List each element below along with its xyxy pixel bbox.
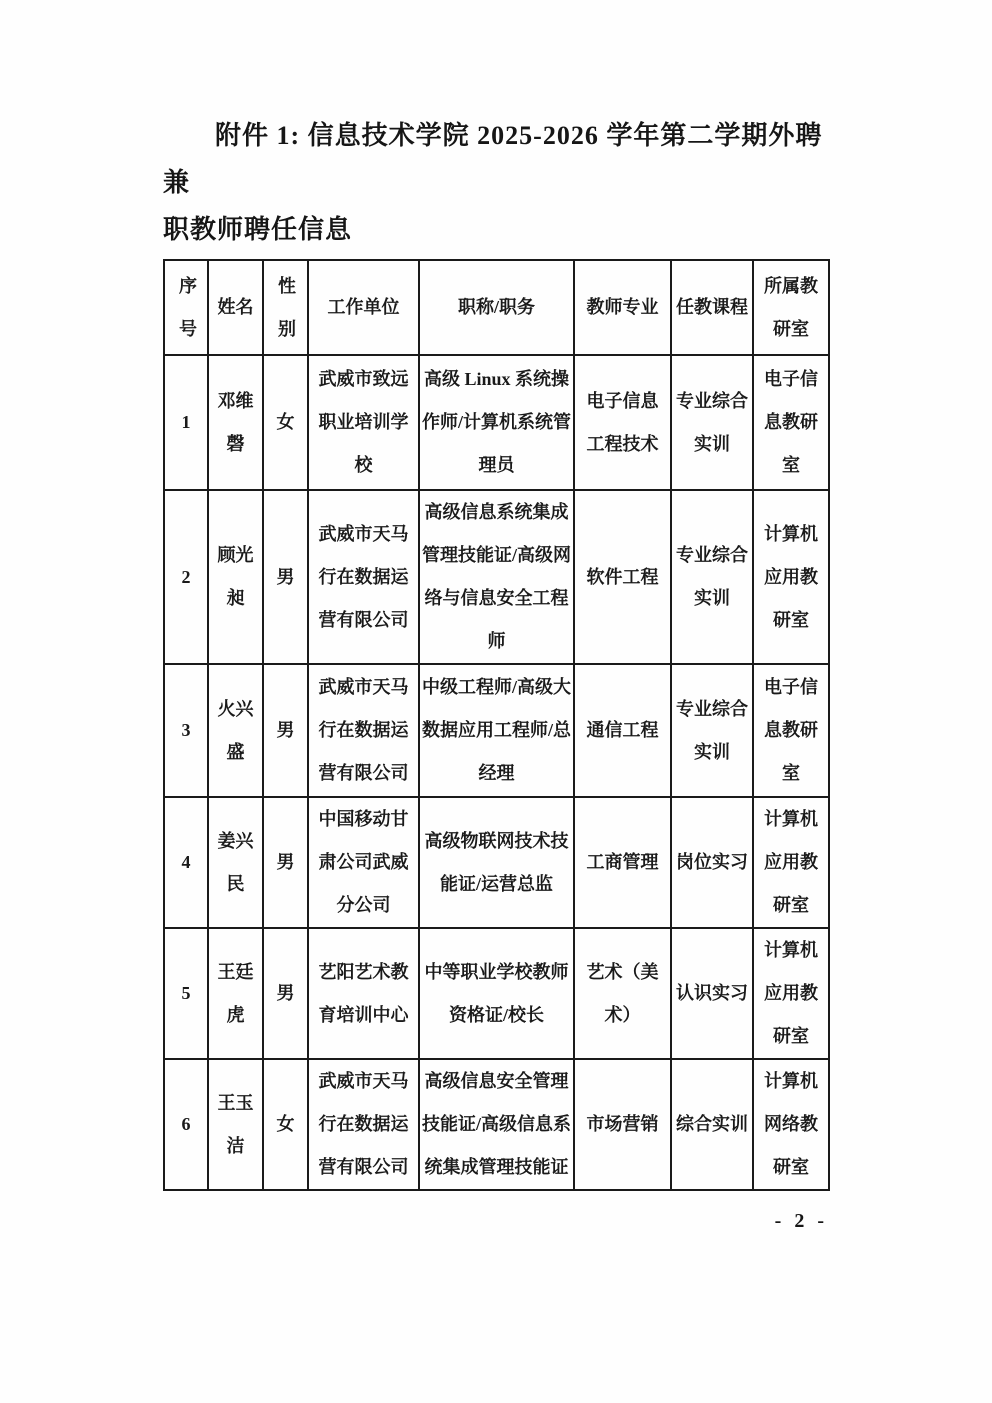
table-row: [164, 490, 829, 664]
cell-course: 岗位实习: [671, 797, 753, 928]
cell-gender: 男: [263, 928, 308, 1059]
column-header-major: 教师专业: [574, 260, 671, 355]
attachment-title-line-1: 附件 1: 信息技术学院 2025-2026 学年第二学期外聘兼: [163, 121, 823, 197]
cell-title_position: 高级物联网技术技能证/运营总监: [419, 797, 574, 928]
column-header-course: 任教课程: [671, 260, 753, 355]
column-header-work_unit: 工作单位: [308, 260, 419, 355]
column-header-title_position: 职称/职务: [419, 260, 574, 355]
cell-course: 专业综合实训: [671, 355, 753, 490]
attachment-title: [163, 112, 829, 253]
cell-no: 1: [164, 355, 208, 490]
cell-title_position: 中等职业学校教师资格证/校长: [419, 928, 574, 1059]
cell-title_position: 高级 Linux 系统操作师/计算机系统管理员: [419, 355, 574, 490]
cell-research_office: 计算机应用教研室: [753, 797, 829, 928]
table-row: [164, 664, 829, 797]
cell-name: 王玉洁: [208, 1059, 263, 1190]
table-header-row: [164, 260, 829, 355]
column-header-research_office: 所属教研室: [753, 260, 829, 355]
cell-work_unit: 中国移动甘肃公司武威分公司: [308, 797, 419, 928]
cell-title_position: 高级信息安全管理技能证/高级信息系统集成管理技能证: [419, 1059, 574, 1190]
table-row: [164, 1059, 829, 1190]
cell-major: 电子信息工程技术: [574, 355, 671, 490]
cell-course: 认识实习: [671, 928, 753, 1059]
document-content: [163, 112, 829, 1191]
page-number: - 2 -: [774, 1210, 828, 1232]
table-row: [164, 797, 829, 928]
cell-no: 2: [164, 490, 208, 664]
cell-major: 艺术（美术）: [574, 928, 671, 1059]
external-teacher-table: [163, 259, 830, 1191]
column-header-no: 序号: [164, 260, 208, 355]
cell-title_position: 中级工程师/高级大数据应用工程师/总经理: [419, 664, 574, 797]
cell-work_unit: 武威市致远职业培训学校: [308, 355, 419, 490]
cell-research_office: 计算机应用教研室: [753, 928, 829, 1059]
cell-title_position: 高级信息系统集成管理技能证/高级网络与信息安全工程师: [419, 490, 574, 664]
cell-major: 工商管理: [574, 797, 671, 928]
table-row: [164, 928, 829, 1059]
cell-name: 火兴盛: [208, 664, 263, 797]
cell-work_unit: 武威市天马行在数据运营有限公司: [308, 664, 419, 797]
cell-gender: 男: [263, 490, 308, 664]
cell-research_office: 计算机应用教研室: [753, 490, 829, 664]
cell-major: 软件工程: [574, 490, 671, 664]
cell-no: 5: [164, 928, 208, 1059]
cell-gender: 女: [263, 1059, 308, 1190]
cell-name: 王廷虎: [208, 928, 263, 1059]
cell-major: 市场营销: [574, 1059, 671, 1190]
cell-work_unit: 武威市天马行在数据运营有限公司: [308, 1059, 419, 1190]
cell-course: 专业综合实训: [671, 490, 753, 664]
cell-work_unit: 艺阳艺术教育培训中心: [308, 928, 419, 1059]
cell-no: 3: [164, 664, 208, 797]
cell-gender: 男: [263, 664, 308, 797]
cell-name: 姜兴民: [208, 797, 263, 928]
cell-work_unit: 武威市天马行在数据运营有限公司: [308, 490, 419, 664]
cell-research_office: 计算机网络教研室: [753, 1059, 829, 1190]
cell-major: 通信工程: [574, 664, 671, 797]
table-header: [164, 260, 829, 355]
cell-course: 综合实训: [671, 1059, 753, 1190]
cell-course: 专业综合实训: [671, 664, 753, 797]
cell-no: 4: [164, 797, 208, 928]
attachment-title-line-2: 职教师聘任信息: [163, 215, 353, 244]
column-header-gender: 性别: [263, 260, 308, 355]
table-row: [164, 355, 829, 490]
cell-gender: 女: [263, 355, 308, 490]
cell-no: 6: [164, 1059, 208, 1190]
table-body: [164, 355, 829, 1190]
cell-gender: 男: [263, 797, 308, 928]
cell-name: 顾光昶: [208, 490, 263, 664]
cell-research_office: 电子信息教研室: [753, 355, 829, 490]
cell-research_office: 电子信息教研室: [753, 664, 829, 797]
cell-name: 邓维磬: [208, 355, 263, 490]
column-header-name: 姓名: [208, 260, 263, 355]
